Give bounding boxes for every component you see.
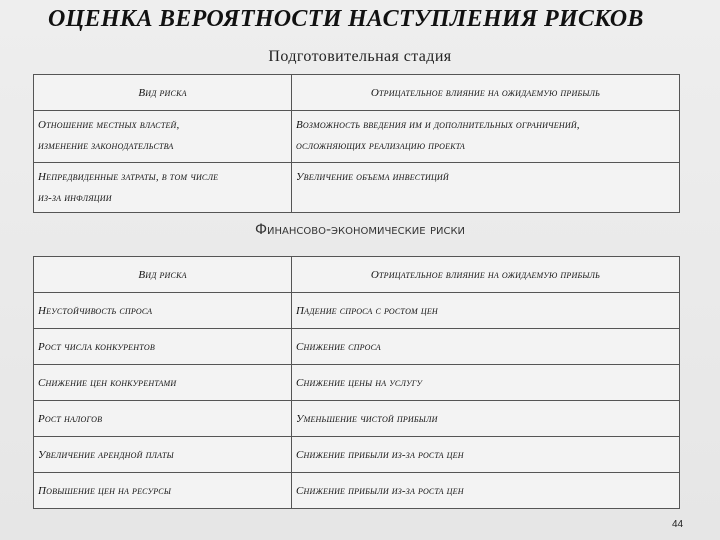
slide-title: ОЦЕНКА ВЕРОЯТНОСТИ НАСТУПЛЕНИЯ РИСКОВ (48, 6, 644, 32)
financial-risks-table (33, 256, 680, 509)
header-risk-type: Вид риска (34, 257, 292, 293)
table-header-row (34, 257, 680, 293)
cell-line: Увеличение объема инвестиций (296, 171, 449, 183)
risk-cell: Увеличение арендной платы (34, 437, 292, 473)
risk-cell: Повышение цен на ресурсы (34, 473, 292, 509)
cell-line: Отношение местных властей, (38, 119, 180, 131)
header-negative-impact: Отрицательное влияние на ожидаемую прибыль (292, 75, 680, 111)
cell-line: изменение законодательства (38, 140, 174, 152)
cell-line: осложняющих реализацию проекта (296, 140, 465, 152)
table-row (34, 437, 680, 473)
risk-cell (34, 111, 292, 163)
risk-cell: Рост налогов (34, 401, 292, 437)
impact-cell: Падение спроса с ростом цен (292, 293, 680, 329)
table-row (34, 293, 680, 329)
impact-cell (292, 163, 680, 213)
impact-cell (292, 111, 680, 163)
impact-cell: Снижение прибыли из-за роста цен (292, 473, 680, 509)
table-row (34, 111, 680, 163)
cell-line: Возможность введения им и дополнительных ограничений, (296, 119, 580, 131)
table-row (34, 163, 680, 213)
impact-cell: Снижение спроса (292, 329, 680, 365)
impact-cell: Снижение цены на услугу (292, 365, 680, 401)
risk-cell: Снижение цен конкурентами (34, 365, 292, 401)
table-row (34, 401, 680, 437)
page-number: 44 (672, 519, 684, 530)
section2-heading: Финансово-экономические риски (254, 222, 466, 238)
table-row (34, 329, 680, 365)
cell-line: Непредвиденные затраты, в том числе (38, 171, 219, 183)
preparatory-stage-table (33, 74, 680, 213)
header-negative-impact: Отрицательное влияние на ожидаемую прибыль (292, 257, 680, 293)
table-row (34, 365, 680, 401)
table-header-row (34, 75, 680, 111)
risk-cell (34, 163, 292, 213)
impact-cell: Уменьшение чистой прибыли (292, 401, 680, 437)
section1-heading: Подготовительная стадия (268, 48, 452, 65)
table-row (34, 473, 680, 509)
risk-cell: Рост числа конкурентов (34, 329, 292, 365)
risk-cell: Неустойчивость спроса (34, 293, 292, 329)
header-risk-type: Вид риска (34, 75, 292, 111)
impact-cell: Снижение прибыли из-за роста цен (292, 437, 680, 473)
cell-line: из-за инфляции (38, 192, 112, 204)
